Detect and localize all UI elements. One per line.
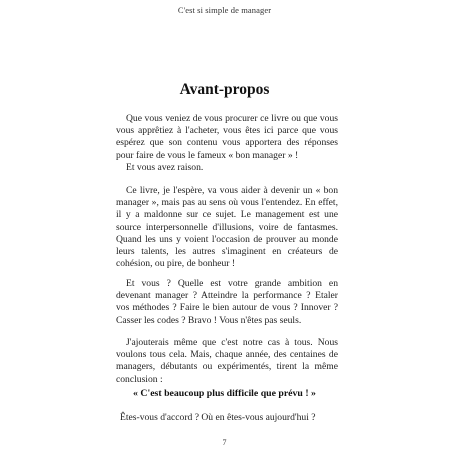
paragraph-text: Et vous avez raison. — [126, 161, 204, 173]
paragraph-1 — [116, 113, 338, 174]
paragraph-2 — [116, 185, 338, 270]
paragraph-text: Et vous ? Quelle est votre grande ambition en devenant manager ? Atteindre la performance ? Etaler vos méthodes ? Faire le bien autour de vous ? Innover ? Casser les codes ? Bravo ! Vous n'êtes pas seuls. — [116, 278, 338, 326]
highlighted-quote: « C'est beaucoup plus difficile que prévu ! » — [133, 388, 316, 399]
paragraph-4 — [116, 337, 338, 386]
closing-question: Êtes-vous d'accord ? Où en êtes-vous aujourd'hui ? — [120, 412, 316, 423]
chapter-title: Avant-propos — [179, 81, 270, 98]
paragraph-text: J'ajouterais même que c'est notre cas à tous. Nous voulons tous cela. Mais, chaque année, des centaines de managers, débutants ou expérimentés, tirent la même conclusion : — [116, 337, 338, 385]
running-header: C'est si simple de manager — [177, 5, 272, 15]
paragraph-3 — [116, 278, 338, 327]
page-number: 7 — [222, 438, 227, 447]
paragraph-text: Que vous veniez de vous procurer ce livre ou que vous vous apprêtiez à l'acheter, vous êtes ici parce que vous espérez que son contenu vous apportera des réponses pour faire de vous le fameux « bon manager » ! — [116, 113, 338, 161]
paragraph-text: Ce livre, je l'espère, va vous aider à devenir un « bon manager », mais pas au sens où vous l'entendez. En effet, il y a maldonne sur ce sujet. Le management est une source interpersonnelle d'illusions, voire de fantasmes. Quand les uns y voient l'occasion de prouver au monde leurs talents, les autres s'imaginent en créateurs de cohésion, ou pire, de bonheur ! — [116, 185, 338, 270]
